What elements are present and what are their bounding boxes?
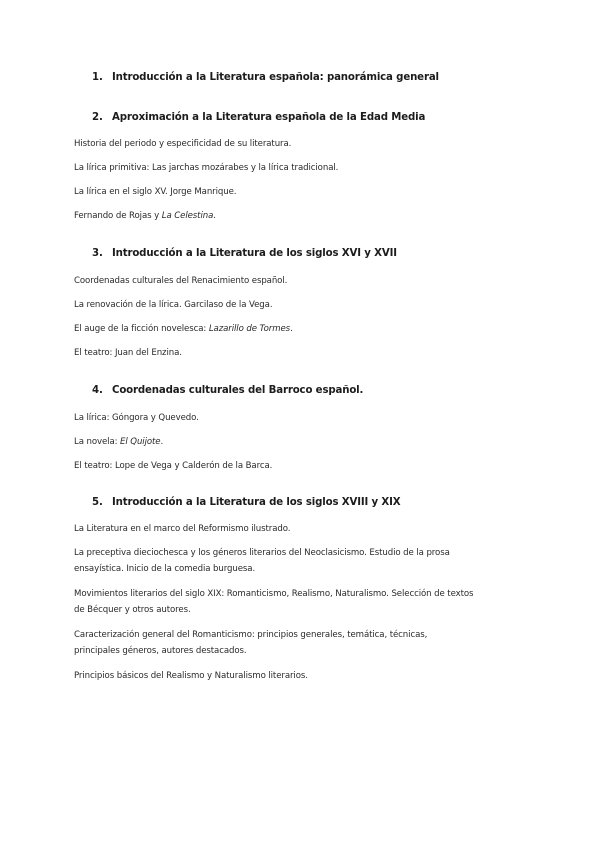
list-item — [74, 586, 473, 618]
item-line: principales géneros, autores destacados. — [74, 646, 247, 656]
section-heading-4 — [92, 385, 363, 396]
section-heading-1 — [92, 72, 439, 83]
list-item: La renovación de la lírica. Garcilaso de la Vega. — [74, 300, 273, 310]
item-line: de Bécquer y otros autores. — [74, 605, 191, 615]
item-text: Fernando de Rojas y — [74, 211, 162, 221]
list-item — [74, 321, 293, 337]
list-item: Coordenadas culturales del Renacimiento español. — [74, 276, 288, 286]
item-text: El auge de la ficción novelesca: — [74, 324, 209, 334]
item-text: . — [213, 211, 216, 221]
section-number: 5. — [92, 497, 103, 508]
work-title: La Celestina — [161, 211, 214, 221]
section-title: Introducción a la Literatura española: panorámica general — [112, 72, 439, 83]
list-item: La Literatura en el marco del Reformismo ilustrado. — [74, 524, 291, 534]
section-number: 2. — [92, 112, 103, 123]
list-item: Historia del periodo y especificidad de su literatura. — [74, 139, 292, 149]
list-item — [74, 627, 427, 659]
list-item — [74, 208, 216, 224]
section-number: 4. — [92, 385, 103, 396]
section-number: 3. — [92, 248, 103, 259]
list-item: La lírica primitiva: Las jarchas mozárabes y la lírica tradicional. — [74, 163, 339, 173]
item-line: ensayística. Inicio de la comedia burguesa. — [74, 564, 256, 574]
item-text: . — [160, 437, 164, 447]
item-text: . — [290, 324, 293, 334]
list-item: La lírica: Góngora y Quevedo. — [74, 413, 199, 423]
section-title: Aproximación a la Literatura española de la Edad Media — [112, 112, 426, 123]
list-item: La lírica en el siglo XV. Jorge Manrique. — [74, 187, 237, 197]
section-heading-5 — [92, 497, 400, 508]
item-text: La novela: — [74, 437, 121, 447]
list-item: El teatro: Juan del Enzina. — [74, 348, 182, 358]
section-title: Introducción a la Literatura de los siglos XVIII y XIX — [112, 497, 401, 508]
list-item: El teatro: Lope de Vega y Calderón de la Barca. — [74, 461, 273, 471]
section-title: Introducción a la Literatura de los siglos XVI y XVII — [112, 248, 397, 259]
list-item: Principios básicos del Realismo y Naturalismo literarios. — [74, 671, 308, 681]
work-title: El Quijote — [120, 437, 161, 447]
item-line: Movimientos literarios del siglo XIX: Romanticismo, Realismo, Naturalismo. Selección de textos — [74, 589, 474, 599]
section-heading-3 — [92, 248, 397, 259]
item-line: Caracterización general del Romanticismo: principios generales, temática, técnicas, — [74, 630, 428, 640]
item-line: La preceptiva dieciochesca y los géneros literarios del Neoclasicismo. Estudio de la prosa — [74, 548, 450, 558]
section-number: 1. — [92, 72, 103, 83]
section-heading-2 — [92, 112, 425, 123]
work-title: Lazarillo de Tormes — [208, 324, 291, 334]
section-title: Coordenadas culturales del Barroco español. — [112, 385, 364, 396]
list-item — [74, 545, 450, 577]
list-item — [74, 434, 163, 450]
